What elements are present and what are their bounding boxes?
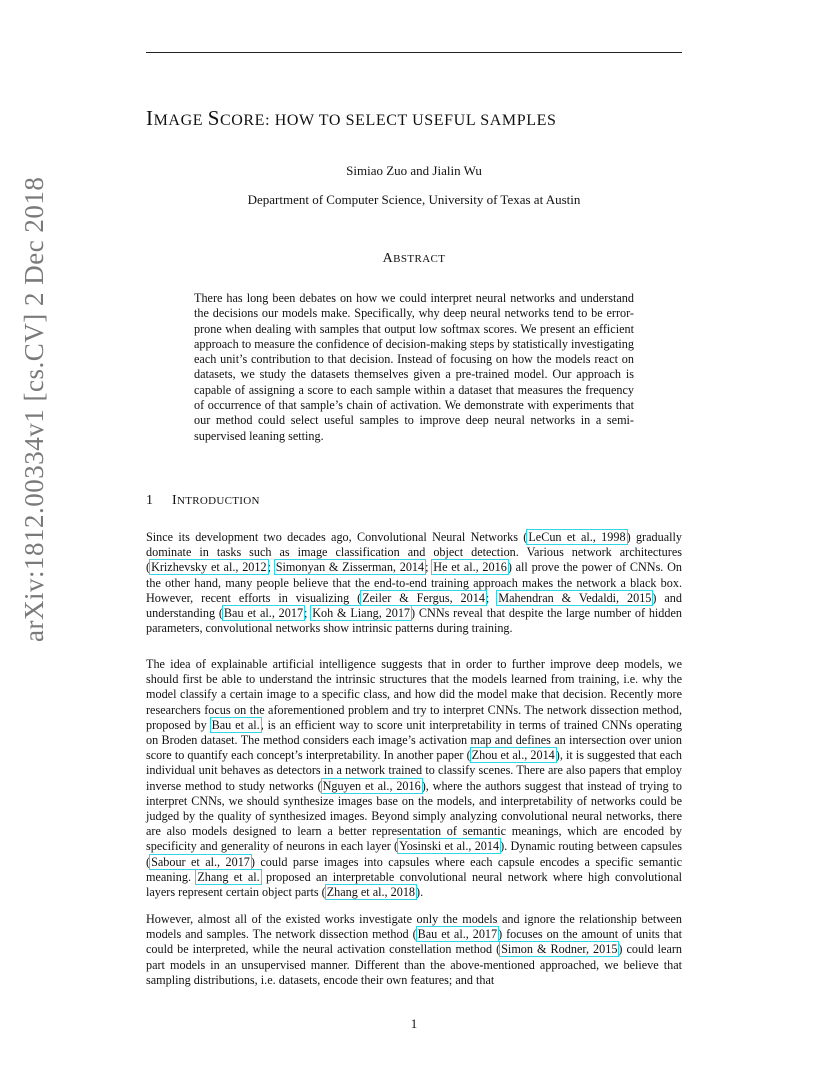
paper-title (146, 106, 706, 131)
citation-link[interactable]: He et al., 2016 (433, 560, 507, 575)
citation-link[interactable]: Zeiler & Fergus, 2014 (362, 590, 485, 605)
paragraph (146, 530, 682, 636)
paragraph-text: proposed an interpretable convolutional neural network where high convolutional layers represent certain object parts ( (146, 869, 682, 900)
paragraph-text: ) could parse images into capsules where each capsule encodes a specific semantic meaning. (146, 854, 682, 884)
citation-link[interactable]: Koh & Liang, 2017 (312, 606, 411, 621)
paragraph-text: ; (304, 606, 312, 621)
abstract-heading-initial: A (382, 251, 394, 266)
paragraph-text: ; (425, 560, 433, 575)
paragraph-text: ). (416, 885, 424, 900)
citation-link[interactable]: Bau et al., 2017 (223, 606, 304, 621)
title-initial-1: I (146, 106, 154, 130)
title-smallcaps-1: MAGE (153, 112, 208, 129)
citation-link[interactable]: Krizhevsky et al., 2012 (151, 560, 267, 575)
citation-link[interactable]: Mahendran & Vedaldi, 2015 (498, 590, 652, 605)
citation-link[interactable]: Zhang et al., 2018 (326, 885, 416, 900)
paragraph-text: ) CNNs reveal that despite the large number of hidden parameters, convolutional networks show intrinsic patterns during training. (146, 606, 682, 636)
paragraph-text: ) all prove the power of CNNs. On the other hand, many people believe that the end-to-end training approach makes the network a black box. However, recent efforts in visualizing ( (146, 560, 683, 605)
paragraph-text: ) could learn part models in an unsupervised manner. Different than the above-mentioned approached, we believe that sampling distributions, i.e. datasets, encode their own features; and that (146, 942, 682, 987)
arxiv-identifier-stamp: arXiv:1812.00334v1 [cs.CV] 2 Dec 2018 (19, 176, 49, 642)
abstract-text: There has long been debates on how we could interpret neural networks and understand the decisions our models make. Specifically, why deep neural networks tend to be error-prone when dealing with samples that output low softmax scores. We present an efficient approach to measure the confidence of decision-making steps by statistically investigating each unit’s contribution to that decision. Instead of focusing on how the models react on datasets, we study the datasets themselves given a pre-trained model. Our approach is capable of assigning a score to each sample within a dataset that measures the frequency of occurrence of that sample’s chain of activation. We demonstrate with experiments that our method could select useful samples to improve deep neural networks in a semi-supervised leaning setting. (194, 291, 634, 443)
top-rule (146, 52, 682, 53)
section-heading (146, 493, 260, 509)
citation-link[interactable]: Simonyan & Zisserman, 2014 (275, 560, 425, 575)
citation-link[interactable]: Nguyen et al., 2016 (322, 778, 421, 793)
paragraph-text: ) and understanding ( (146, 590, 682, 621)
citation-link[interactable]: LeCun et al., 1998 (528, 530, 626, 544)
citation-link[interactable]: Bau et al., 2017 (417, 927, 498, 942)
title-smallcaps-3: : HOW TO SELECT USEFUL SAMPLES (265, 112, 557, 129)
paragraph-text: ; (485, 590, 498, 605)
authors: Simiao Zuo and Jialin Wu (346, 163, 482, 178)
paragraph-text: However, almost all of the existed works investigate only the models and ignore the relationship between models and samples. The network dissection method ( (146, 912, 682, 942)
title-smallcaps-2: CORE (219, 112, 266, 129)
paragraph (146, 912, 682, 988)
paragraph-text: The idea of explainable artificial intelligence suggests that in order to further improve deep models, we should first be able to understand the intrinsic structures that the models learned from training, i.e. why the model classify a certain image to a specific class, and how did the model make that decision. Recently more researchers focus on the aforementioned problem and try to interpret CNNs. The network dissection method, proposed by (146, 657, 682, 732)
paragraph-text: , is an efficient way to score unit interpretability in terms of trained CNNs operating on Broden dataset. The method considers each image’s activation map and defines an intersection over union score to quantify each concept’s interpretability. In another paper ( (146, 717, 683, 763)
citation-link[interactable]: Simon & Rodner, 2015 (501, 942, 618, 957)
title-initial-2: S (207, 106, 220, 130)
abstract-heading-rest: BSTRACT (393, 253, 446, 265)
citation-link[interactable]: Yosinski et al., 2014 (399, 839, 500, 854)
section-title-rest: NTRODUCTION (176, 495, 260, 507)
citation-link[interactable]: Zhou et al., 2014 (471, 748, 555, 763)
section-title-initial: I (172, 493, 177, 508)
paragraph-text: ) focuses on the amount of units that could be interpreted, while the neural activation constellation method ( (146, 927, 682, 957)
abstract-heading (0, 251, 828, 267)
paragraph-text: Since its development two decades ago, Convolutional Neural Networks ( (146, 530, 528, 544)
section-number: 1 (146, 493, 154, 508)
paragraph-text: ; (267, 560, 275, 575)
paragraph-text: ), where the authors suggest that instead of trying to interpret CNNs, we should synthesize images base on the models, and interpretability of networks could be judged by the quality of synthesized images. Beyond simply analyzing convolutional neural networks, there are also models designed to learn a better representation of semantic meanings, which are encoded by specificity and generality of neurons in each layer ( (146, 778, 682, 854)
paragraph (146, 657, 682, 900)
citation-link[interactable]: Bau et al. (211, 717, 260, 732)
paragraph-text: ), it is suggested that each individual unit behaves as detectors in a network trained to classify scenes. There are also papers that employ inverse method to study networks ( (146, 748, 683, 793)
paragraph-text: ). Dynamic routing between capsules ( (146, 839, 682, 869)
citation-link[interactable]: Sabour et al., 2017 (151, 854, 250, 869)
paragraph-text: ) gradually dominate in tasks such as image classification and object detection. Various network architectures ( (146, 530, 682, 575)
affiliation: Department of Computer Science, University of Texas at Austin (247, 192, 581, 207)
page-number: 1 (410, 1016, 418, 1031)
citation-link[interactable]: Zhang et al. (197, 869, 260, 884)
